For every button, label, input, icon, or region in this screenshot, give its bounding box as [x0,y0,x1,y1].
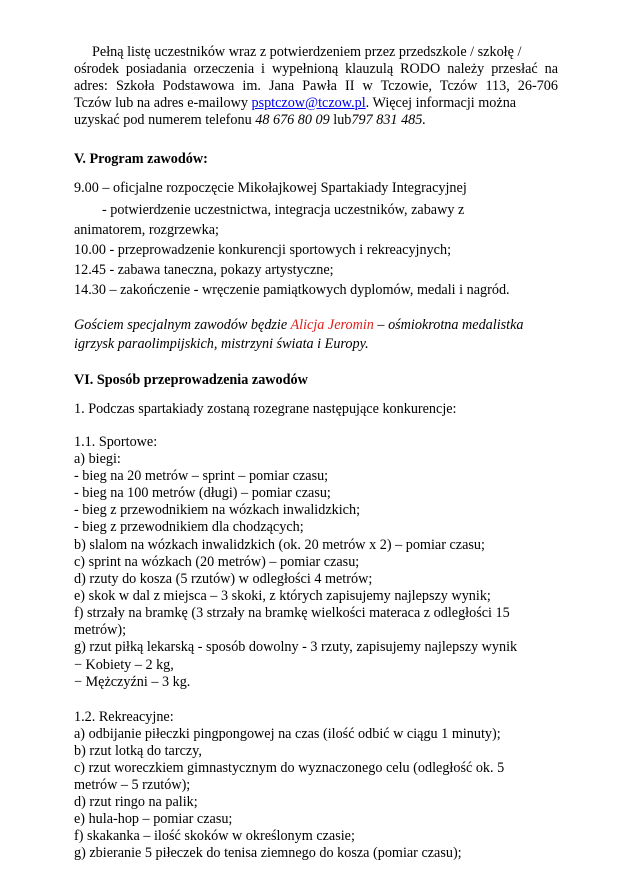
program-item-4: 14.30 – zakończenie - wręczenie pamiątkowych dyplomów, medali i nagród. [74,282,510,298]
program-item-3: 12.45 - zabawa taneczna, pokazy artystyczne; [74,262,334,278]
sport-item: d) rzuty do kosza (5 rzutów) w odległości 4 metrów; [74,571,373,587]
intro-line-1: Pełną listę uczestników wraz z potwierdzeniem przez przedszkole / szkołę / [92,44,522,60]
guest-post: – ośmiokrotna medalistka [373,317,524,333]
sport-heading: 1.1. Sportowe: [74,434,158,450]
intro-line-4 [74,95,516,112]
section-6-intro: 1. Podczas spartakiady zostaną rozegrane następujące konkurencje: [74,401,457,417]
sport-item: - bieg na 100 metrów (długi) – pomiar czasu; [74,485,331,501]
intro-line-5 [74,112,426,129]
sport-item: a) biegi: [74,451,121,467]
rec-item: d) rzut ringo na palik; [74,794,198,810]
phone-number-1: 48 676 80 09 [255,112,330,128]
section-6-heading: VI. Sposób przeprowadzenia zawodów [74,372,308,388]
intro-line-5-post: . [422,112,426,128]
rec-item: c) rzut woreczkiem gimnastycznym do wyznaczonego celu (odległość ok. 5 [74,760,505,776]
sport-item: f) strzały na bramkę (3 strzały na bramkę wielkości materaca z odległości 15 [74,605,510,621]
guest-line-2: igrzysk paraolimpijskich, mistrzyni świata i Europy. [74,336,369,352]
sport-item: metrów); [74,622,127,638]
sport-item: - bieg na 20 metrów – sprint – pomiar czasu; [74,468,329,484]
sport-item: c) sprint na wózkach (20 metrów) – pomiar czasu; [74,554,360,570]
sport-item: − Kobiety – 2 kg, [74,657,174,673]
sport-item: e) skok w dal z miejsca – 3 skoki, z których zapisujemy najlepszy wynik; [74,588,491,604]
sport-item: - bieg z przewodnikiem dla chodzących; [74,519,304,535]
program-item-1-cont: - potwierdzenie uczestnictwa, integracja uczestników, zabawy z [102,202,465,218]
program-item-1-cont-2: animatorem, rozgrzewka; [74,222,219,238]
intro-line-4-post: . Więcej informacji można [365,95,517,111]
intro-line-5-pre: uzyskać pod numerem telefonu [74,112,256,128]
rec-item: e) hula-hop – pomiar czasu; [74,811,233,827]
rec-item: g) zbieranie 5 piłeczek do tenisa ziemnego do kosza (pomiar czasu); [74,845,462,861]
rec-item: b) rzut lotką do tarczy, [74,743,202,759]
program-item-1: 9.00 – oficjalne rozpoczęcie Mikołajkowej Spartakiady Integracyjnej [74,180,467,196]
intro-line-4-pre: Tczów lub na adres e-mailowy [74,95,252,111]
guest-pre: Gościem specjalnym zawodów będzie [74,317,291,333]
sport-item: b) slalom na wózkach inwalidzkich (ok. 20 metrów x 2) – pomiar czasu; [74,537,485,553]
sport-item: - bieg z przewodnikiem na wózkach inwalidzkich; [74,502,361,518]
phone-number-2: 797 831 485 [351,112,423,128]
intro-line-2: ośrodek posiadania orzeczenia i wypełnioną klauzulą RODO należy przesłać na [74,61,558,77]
sport-item: g) rzut piłką lekarską - sposób dowolny - 3 rzuty, zapisujemy najlepszy wynik [74,639,518,655]
rec-item: a) odbijanie piłeczki pingpongowej na czas (ilość odbić w ciągu 1 minuty); [74,726,501,742]
section-5-heading: V. Program zawodów: [74,151,208,167]
email-link[interactable]: psptczow@tczow.pl [251,95,366,111]
rec-item: f) skakanka – ilość skoków w określonym czasie; [74,828,355,844]
guest-line-1 [74,317,524,334]
sport-item: − Mężczyźni – 3 kg. [74,674,191,690]
intro-line-3: adres: Szkoła Podstawowa im. Jana Pawła II w Tczowie, Tczów 113, 26-706 [74,78,558,94]
program-item-2: 10.00 - przeprowadzenie konkurencji sportowych i rekreacyjnych; [74,242,452,258]
rec-item: metrów – 5 rzutów); [74,777,191,793]
rec-heading: 1.2. Rekreacyjne: [74,709,174,725]
guest-name: Alicja Jeromin [290,317,374,333]
intro-line-5-mid: lub [329,112,352,128]
